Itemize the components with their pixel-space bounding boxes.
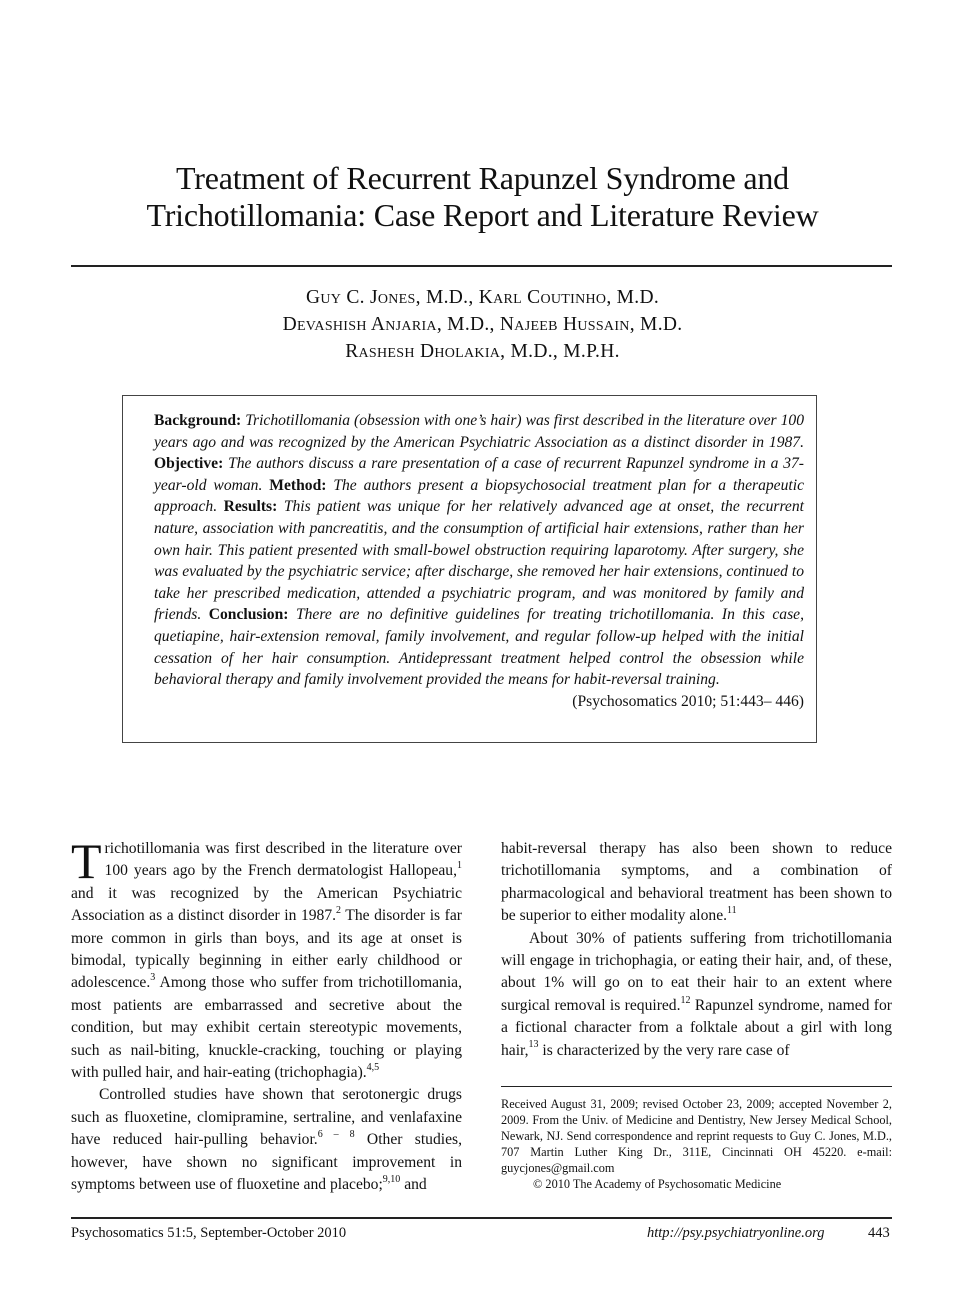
footer-divider bbox=[71, 1217, 892, 1219]
body-paragraph bbox=[71, 1084, 462, 1196]
footnote-divider bbox=[501, 1086, 892, 1087]
paragraph-text: richotillomania was first described in the literature over 100 years ago by the French dermatologist Hallopeau, bbox=[104, 840, 462, 880]
reference-marker[interactable]: 1 bbox=[457, 860, 462, 872]
body-column-right bbox=[501, 838, 892, 1062]
journal-citation: Psychosomatics 51:5, September-October 2010 bbox=[71, 1225, 347, 1241]
body-paragraph bbox=[501, 838, 892, 928]
page-number: 443 bbox=[868, 1225, 890, 1241]
paragraph-text: and it was recognized by the American Psychiatric Association as a distinct disorder in 1987. bbox=[71, 884, 462, 925]
abstract-objective-label: Objective: bbox=[154, 455, 224, 473]
abstract-objective-text: The authors discuss a rare presentation of a case of recurrent Rapunzel syndrome in a 37-year-old woman. bbox=[154, 455, 804, 494]
abstract-background-text: Trichotillomania (obsession with one’s hair) was first described in the literature over 100 years ago and was recognized by the American Psychiatric Association as a distinct disorder in 1987. bbox=[154, 412, 804, 451]
title-line-2: Trichotillomania: Case Report and Literature Review bbox=[146, 197, 819, 233]
reference-marker[interactable]: 6 – 8 bbox=[317, 1129, 355, 1141]
paragraph-text: Among those who suffer from trichotillomania, most patients are embarrassed and secretive about the condition, but may exhibit certain stereotypic movements, such as nail-biting, knuckle-cracking, touching or playing with pulled hair, and hair-eating (trichophagia). bbox=[71, 974, 462, 1082]
author-line-3: Rashesh Dholakia, M.D., M.P.H. bbox=[345, 341, 620, 362]
abstract-citation: (Psychosomatics 2010; 51:443– 446) bbox=[572, 692, 804, 710]
paragraph-text: is characterized by the very rare case of bbox=[538, 1041, 790, 1059]
paragraph-text: and bbox=[400, 1176, 427, 1194]
author-line-1: Guy C. Jones, M.D., Karl Coutinho, M.D. bbox=[305, 287, 660, 308]
article-title bbox=[60, 160, 905, 234]
footnote-text: Received August 31, 2009; revised October 23, 2009; accepted November 2, 2009. From the Univ. of Medicine and Dentistry, New Jersey Medical School, Newark, NJ. Send correspondence and reprint requests to Guy C. Jones, M.D., 707 Martin Luther King Dr., 311E, Cincinnati OH 45220. e-mail: guycjones@gmail.com bbox=[501, 1097, 892, 1175]
reference-marker[interactable]: 11 bbox=[727, 905, 737, 917]
author-line-2: Devashish Anjaria, M.D., Najeeb Hussain, M.D. bbox=[282, 314, 683, 335]
body-paragraph bbox=[501, 928, 892, 1062]
reference-marker[interactable]: 4,5 bbox=[366, 1061, 380, 1073]
abstract-text bbox=[154, 410, 804, 691]
abstract-method-label: Method: bbox=[269, 476, 327, 494]
abstract-box bbox=[122, 395, 817, 743]
paragraph-text: Rapunzel syndrome, named for a fictional character from a folktale about a girl with long hair, bbox=[501, 996, 892, 1059]
reference-marker[interactable]: 3 bbox=[150, 972, 156, 984]
reference-marker[interactable]: 13 bbox=[528, 1039, 539, 1051]
abstract-background-label: Background: bbox=[154, 412, 242, 429]
abstract-conclusion-text: There are no definitive guidelines for treating trichotillomania. In this case, quetiapine, hair-extension removal, family involvement, and regular follow-up helped with the initial cessation of her hair consumption. Antidepressant treatment helped control the obsession while behavioral therapy and family involvement provided the means for habit-reversal training. bbox=[154, 606, 804, 689]
copyright-notice: © 2010 The Academy of Psychosomatic Medicine bbox=[533, 1177, 782, 1191]
title-divider bbox=[71, 265, 892, 267]
paragraph-text: The disorder is far more common in girls than boys, and its age at onset is bimodal, typically beginning in either early childhood or adolescence. bbox=[71, 907, 462, 992]
title-line-1: Treatment of Recurrent Rapunzel Syndrome and bbox=[176, 160, 789, 196]
body-column-left bbox=[71, 833, 462, 1197]
reference-marker[interactable]: 2 bbox=[336, 905, 342, 917]
reference-marker[interactable]: 9,10 bbox=[382, 1173, 401, 1185]
abstract-conclusion-label: Conclusion: bbox=[208, 606, 289, 624]
drop-cap: T bbox=[71, 833, 102, 889]
footnote bbox=[501, 1096, 892, 1192]
author-list bbox=[60, 284, 905, 365]
paragraph-text: Controlled studies have shown that serotonergic drugs such as fluoxetine, clomipramine, sertraline, and venlafaxine have reduced hair-pulling behavior. bbox=[71, 1086, 462, 1149]
paragraph-text: Other studies, however, have shown no significant improvement in symptoms between use of fluoxetine and placebo; bbox=[71, 1131, 462, 1194]
abstract-method-text: The authors present a biopsychosocial treatment plan for a therapeutic approach. bbox=[154, 476, 804, 516]
abstract-results-text: This patient was unique for her relatively advanced age at onset, the recurrent nature, association with pancreatitis, and the consumption of artificial hair extensions, rather than her own hair. This patient presented with small-bowel obstruction requiring laparotomy. After surgery, she was evaluated by the psychiatric service; after discharge, she removed her hair extensions, continued to take her prescribed medication, attended a psychiatric program, and was monitored by family and friends. bbox=[154, 498, 804, 624]
paragraph-text: habit-reversal therapy has also been shown to reduce trichotillomania symptoms, and a combination of pharmacological and behavioral treatment has been shown to be superior to either modality alone. bbox=[501, 840, 892, 925]
journal-url-link[interactable]: http://psy.psychiatryonline.org bbox=[647, 1225, 825, 1241]
body-paragraph bbox=[71, 833, 462, 1084]
paragraph-text: About 30% of patients suffering from trichotillomania will engage in trichophagia, or eating their hair, and, of these, about 1% will go on to eat their hair to an extent where surgical removal is required. bbox=[501, 929, 892, 1014]
abstract-results-label: Results: bbox=[223, 498, 278, 516]
reference-marker[interactable]: 12 bbox=[680, 994, 691, 1006]
